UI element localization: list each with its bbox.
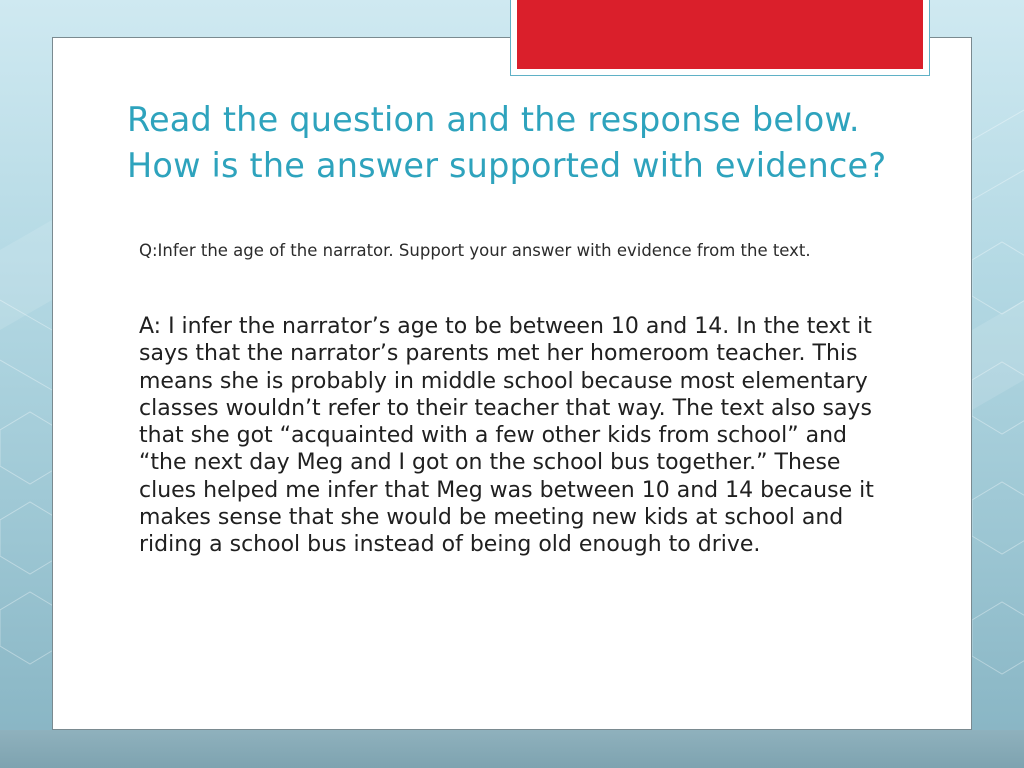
answer-text: A: I infer the narrator’s age to be between 10 and 14. In the text it says that the narrator’s parents met her homeroom teacher. This means she is probably in middle school because most elementary classes wouldn’t refer to their teacher that way. The text also says that she got “acquainted with a few other kids from school” and “the next day Meg and I got on the school bus together.” These clues helped me infer that Meg was between 10 and 14 because it makes sense that she would be meeting new kids at school and riding a school bus instead of being old enough to drive.: [139, 314, 874, 558]
accent-bar: [517, 0, 923, 69]
question-text: Q:Infer the age of the narrator. Support your answer with evidence from the text.: [139, 241, 811, 260]
slide-title: Read the question and the response below. How is the answer supported with evidence?: [127, 100, 887, 185]
bottom-band: [0, 730, 1024, 768]
